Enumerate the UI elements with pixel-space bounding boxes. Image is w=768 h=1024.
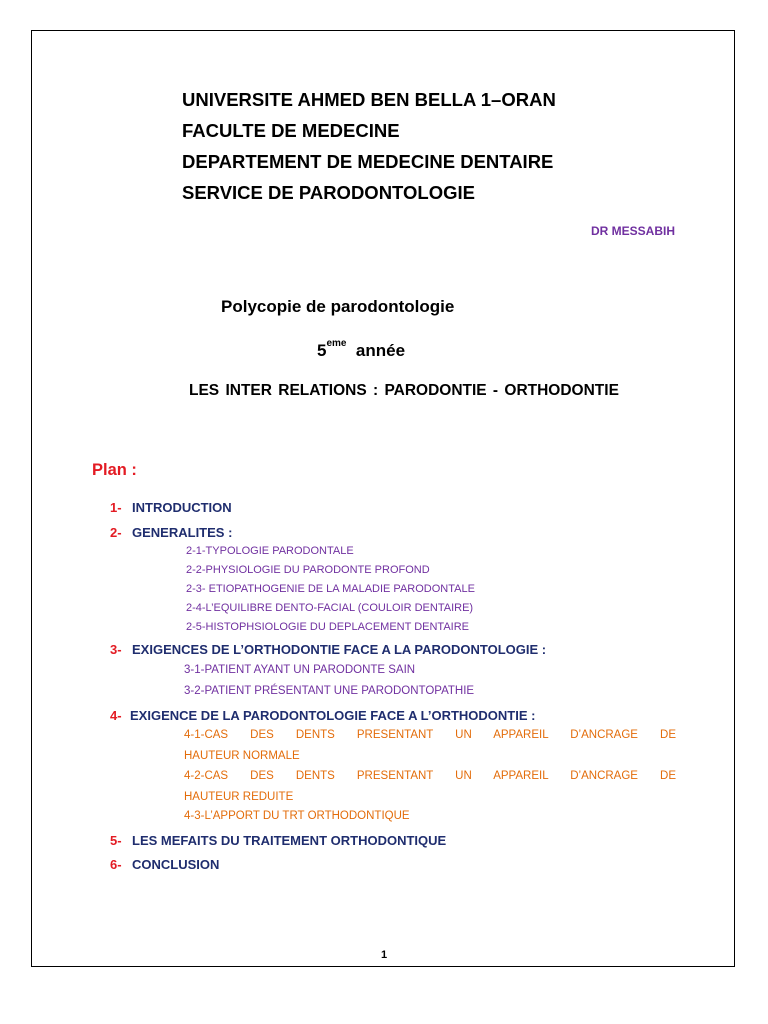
plan-subitem: 2-3- ETIOPATHOGENIE DE LA MALADIE PARODONTALE bbox=[186, 583, 475, 595]
section-label: GENERALITES : bbox=[132, 525, 233, 540]
plan-section-6 bbox=[110, 856, 219, 874]
section-label: EXIGENCE DE LA PARODONTOLOGIE FACE A L’ORTHODONTIE : bbox=[130, 708, 536, 723]
plan-subitem: 3-1-PATIENT AYANT UN PARODONTE SAIN bbox=[184, 664, 416, 676]
section-label: EXIGENCES DE L’ORTHODONTIE FACE A LA PARODONTOLOGIE : bbox=[132, 642, 547, 657]
plan-subitem: 4-3-L’APPORT DU TRT ORTHODONTIQUE bbox=[184, 810, 410, 822]
plan-subitem: 3-2-PATIENT PRÉSENTANT UNE PARODONTOPATHIE bbox=[184, 685, 475, 697]
service-name: SERVICE DE PARODONTOLOGIE bbox=[182, 182, 475, 203]
section-number: 5- bbox=[110, 833, 122, 848]
plan-section-5 bbox=[110, 832, 446, 850]
plan-subitem: 2-2-PHYSIOLOGIE DU PARODONTE PROFOND bbox=[186, 564, 430, 576]
document-title: Polycopie de parodontologie bbox=[221, 297, 455, 316]
plan-subitem: 2-4-L’EQUILIBRE DENTO-FACIAL (COULOIR DENTAIRE) bbox=[186, 602, 474, 614]
faculty-name: FACULTE DE MEDECINE bbox=[182, 120, 400, 141]
section-number: 3- bbox=[110, 642, 122, 657]
university-name: UNIVERSITE AHMED BEN BELLA 1–ORAN bbox=[182, 89, 556, 110]
page-number: 1 bbox=[381, 949, 388, 961]
subject-title: LES INTER RELATIONS : PARODONTIE - ORTHODONTIE bbox=[189, 382, 619, 399]
plan-subitem: 4-1-CAS DES DENTS PRESENTANT UN APPAREIL D’ANCRAGE DE bbox=[184, 729, 676, 741]
section-number: 1- bbox=[110, 500, 122, 515]
section-number: 4- bbox=[110, 708, 122, 723]
plan-subitem: 2-5-HISTOPHSIOLOGIE DU DEPLACEMENT DENTAIRE bbox=[186, 621, 470, 633]
author: DR MESSABIH bbox=[590, 224, 675, 238]
plan-section-2 bbox=[110, 524, 232, 542]
section-number: 6- bbox=[110, 857, 122, 872]
plan-heading: Plan : bbox=[92, 461, 137, 479]
plan-subitem-continued: HAUTEUR NORMALE bbox=[184, 750, 300, 762]
plan-section-1 bbox=[110, 499, 232, 517]
plan-subitem: 2-1-TYPOLOGIE PARODONTALE bbox=[186, 545, 354, 557]
department-name: DEPARTEMENT DE MEDECINE DENTAIRE bbox=[182, 151, 554, 172]
plan-subitem-continued: HAUTEUR REDUITE bbox=[184, 791, 294, 803]
plan-section-3 bbox=[110, 641, 546, 659]
section-label: LES MEFAITS DU TRAITEMENT ORTHODONTIQUE bbox=[132, 833, 447, 848]
section-label: CONCLUSION bbox=[132, 857, 220, 872]
plan-section-4 bbox=[110, 707, 535, 725]
year-label: 5eme année bbox=[317, 338, 406, 360]
plan-subitem: 4-2-CAS DES DENTS PRESENTANT UN APPAREIL D’ANCRAGE DE bbox=[184, 770, 676, 782]
section-number: 2- bbox=[110, 525, 122, 540]
section-label: INTRODUCTION bbox=[132, 500, 232, 515]
